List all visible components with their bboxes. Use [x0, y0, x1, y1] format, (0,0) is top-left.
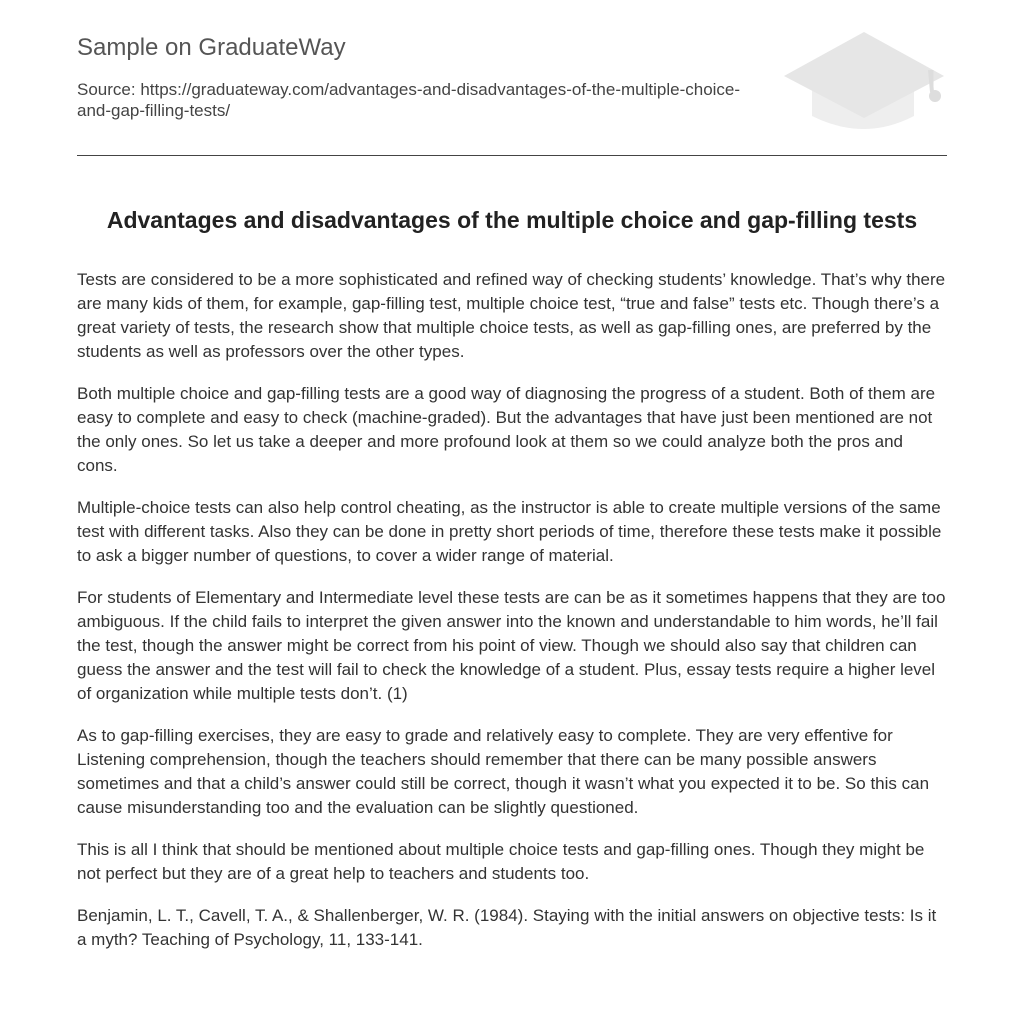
source-line	[77, 79, 757, 121]
paragraph: As to gap-filling exercises, they are easy to grade and relatively easy to complete. They are very effentive for Listening comprehension, though the teachers should remember that there can be many possible answers sometimes and that a child’s answer could still be correct, though it wasn’t what you expected it to be. So this can cause misunderstanding too and the evaluation can be slightly questioned.	[77, 726, 930, 817]
reference: Benjamin, L. T., Cavell, T. A., & Shallenberger, W. R. (1984). Staying with the initial answers on objective tests: Is it a myth? Teaching of Psychology, 11, 133-141.	[77, 906, 937, 949]
source-link[interactable]: https://graduateway.com/advantages-and-disadvantages-of-the-multiple-choice-and-gap-filling-tests/	[77, 80, 741, 120]
paragraph: Tests are considered to be a more sophisticated and refined way of checking students’ knowledge. That’s why there are many kids of them, for example, gap-filling test, multiple choice test, “true and false” tests etc. Though there’s a great variety of tests, the research show that multiple choice tests, as well as gap-filling ones, are preferred by the students as well as professors over the other types.	[77, 270, 946, 361]
site-title: Sample on GraduateWay	[77, 34, 346, 61]
source-label: Source:	[77, 80, 141, 99]
article-title: Advantages and disadvantages of the multiple choice and gap-filling tests	[106, 207, 918, 233]
article-body	[77, 268, 947, 970]
paragraph: For students of Elementary and Intermediate level these tests are can be as it sometimes happens that they are too ambiguous. If the child fails to interpret the given answer into the known and understandable to him words, he’ll fail the test, though the answer might be correct from his point of view. Though we should also say that children can guess the answer and the test will fail to check the knowledge of a student. Plus, essay tests require a higher level of organization while multiple tests don’t. (1)	[77, 588, 946, 703]
graduation-cap-icon	[780, 30, 946, 134]
paragraph: This is all I think that should be mentioned about multiple choice tests and gap-filling ones. Though they might be not perfect but they are of a great help to teachers and students too.	[77, 840, 925, 883]
header-divider	[77, 155, 947, 156]
paragraph: Both multiple choice and gap-filling tests are a good way of diagnosing the progress of a student. Both of them are easy to complete and easy to check (machine-graded). But the advantages that have just been mentioned are not the only ones. So let us take a deeper and more profound look at them so we could analyze both the pros and cons.	[77, 384, 936, 475]
paragraph: Multiple-choice tests can also help control cheating, as the instructor is able to create multiple versions of the same test with different tasks. Also they can be done in pretty short periods of time, therefore these tests make it possible to ask a bigger number of questions, to cover a wider range of material.	[77, 498, 942, 565]
page-header	[77, 0, 947, 156]
